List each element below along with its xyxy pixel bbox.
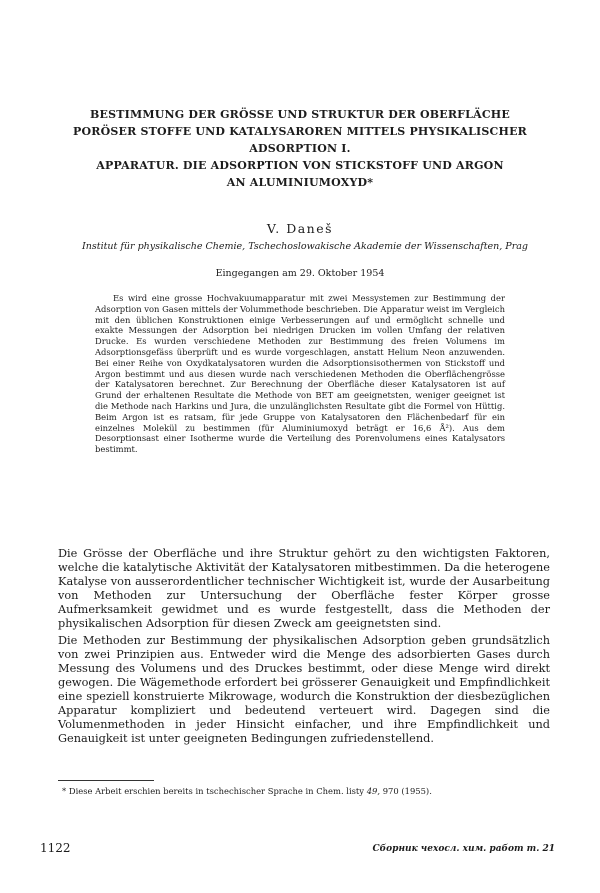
- article-title: [40, 106, 560, 191]
- title-line: BESTIMMUNG DER GRÖSSE UND STRUKTUR DER OBERFLÄCHE: [90, 108, 510, 121]
- abstract: Es wird eine grosse Hochvakuumapparatur mit zwei Messystemen zur Bestimmung der Adsorption von Gasen mittels der Volummethode beschrieben. Die Apparatur weist im Vergleich mit den üblichen Konstruktionen einige Verbesserungen auf und ermöglicht schnelle und exakte Messungen der Adsorption bei niedrigen Drucken im vollen Umfang der relativen Drucke. Es wurden verschiedene Methoden zur Bestimmung des freien Volumens im Adsorptionsgefäss überprüft und es wurde vorgeschlagen, anstatt Helium Neon anzuwenden. Bei einer Reihe von Oxydkatalysatoren wurden die Adsorptionsisothermen von Stickstoff und Argon bestimmt und aus diesen wurde nach verschiedenen Methoden die Oberflächengrösse der Katalysatoren berechnet. Zur Berechnung der Oberfläche dieser Katalysatoren ist auf Grund der erhaltenen Resultate die Methode von BET am geeignetsten, weniger geeignet ist die Methode nach Harkins und Jura, die unzulänglichsten Resultate gibt die Formel von Hüttig. Beim Argon ist es ratsam, für jede Gruppe von Katalysatoren den Flächenbedarf für ein einzelnes Molekül zu bestimmen (für Aluminiumoxyd beträgt er 16,6 Å²). Aus dem Desorptionsast einer Isotherme wurde die Verteilung des Porenvolumens eines Katalysators bestimmt.: [95, 293, 506, 455]
- institute-affiliation: Institut für physikalische Chemie, Tschechoslowakische Akademie der Wissenschaften, Prag: [82, 241, 528, 252]
- body-paragraph: Die Grösse der Oberfläche und ihre Struktur gehört zu den wichtigsten Faktoren, welche die katalytische Aktivität der Katalysatoren mitbestimmen. Da die heterogene Katalyse von ausserordentlicher technischer Wichtigkeit ist, wurde der Ausarbeitung von Methoden zur Untersuchung der Oberfläche fester Körper grosse Aufmerksamkeit gewidmet und es wurde festgestellt, dass die Methoden der physikalischen Adsorption für diesen Zweck am geeignetsten sind.: [58, 547, 550, 631]
- body-paragraph: Die Methoden zur Bestimmung der physikalischen Adsorption geben grundsätzlich von zwei Prinzipien aus. Entweder wird die Menge des adsorbierten Gases durch Messung des Volumens und des Druckes bestimmt, oder diese Menge wird direkt gewogen. Die Wägemethode erfordert bei grösserer Genauigkeit und Empfindlichkeit eine speziell konstruierte Mikrowage, wodurch die Konstruktion der diesbezüglichen Apparatur kompliziert und bedeutend verteuert wird. Dagegen sind die Volumenmethoden in jeder Hinsicht einfacher, und ihre Empfindlichkeit und Genauigkeit ist unter geeigneten Bedingungen zufriedenstellend.: [58, 633, 550, 746]
- received-date: Eingegangen am 29. Oktober 1954: [215, 268, 385, 279]
- title-line: ADSORPTION I.: [249, 142, 351, 155]
- footnote-divider: [58, 780, 154, 781]
- author-name: V. Daneš: [266, 221, 334, 236]
- footnote-pages: 970 (1955).: [382, 786, 432, 796]
- footnote-volume: 49,: [366, 786, 381, 796]
- subtitle-line: APPARATUR. DIE ADSORPTION VON STICKSTOFF UND ARGON: [96, 159, 504, 172]
- page-number: 1122: [40, 841, 71, 855]
- body-text: [58, 547, 550, 746]
- footnote-text: * Diese Arbeit erschien bereits in tschechischer Sprache in Chem. listy: [62, 786, 365, 796]
- subtitle-line: AN ALUMINIUMOXYD*: [226, 176, 374, 189]
- title-line: PORÖSER STOFFE UND KATALYSAROREN MITTELS PHYSIKALISCHER: [72, 125, 528, 138]
- footnote: [62, 786, 552, 796]
- running-footer: Сборник чехосл. хим. работ т. 21: [372, 844, 555, 854]
